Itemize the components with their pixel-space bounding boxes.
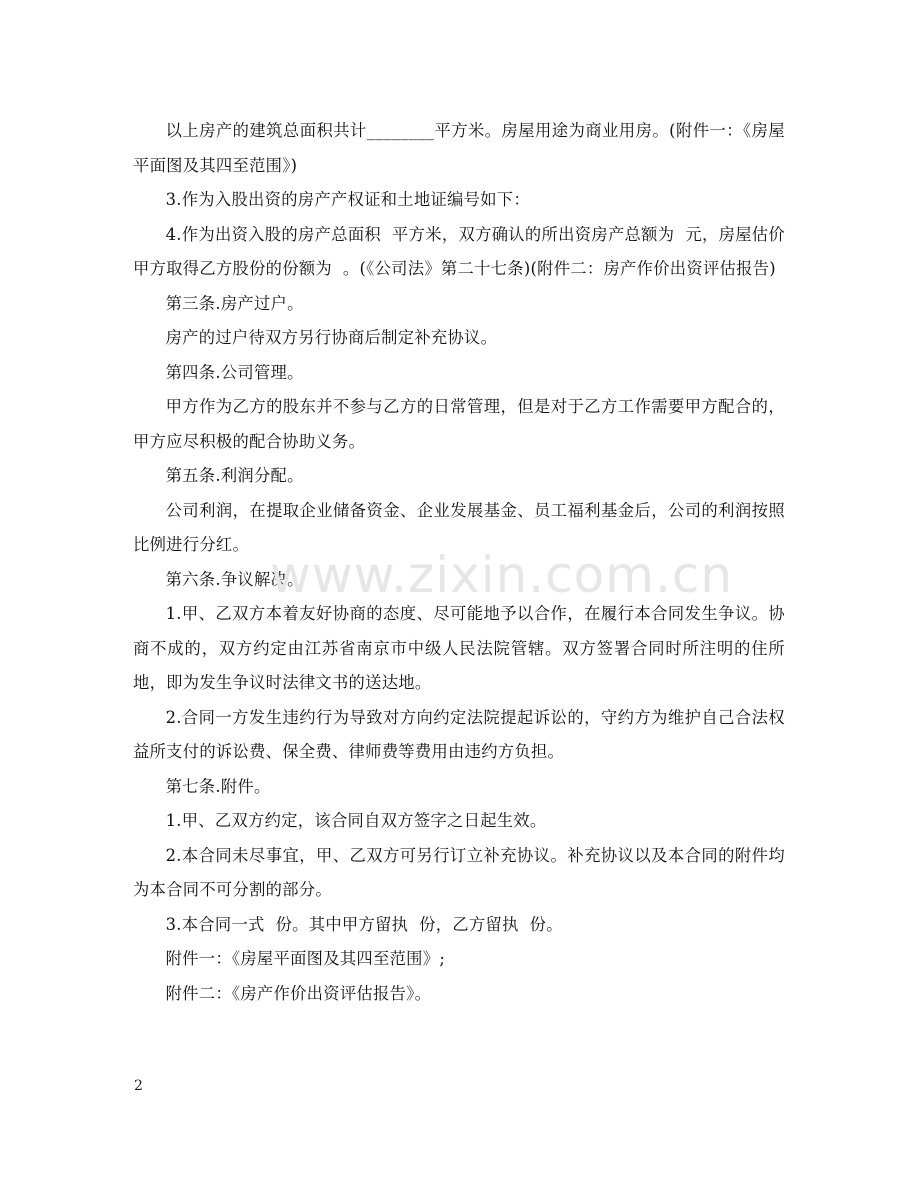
paragraph-contribution-area: 4.作为出资入股的房产总面积 平方米，双方确认的所出资房产总额为 元，房屋估价甲方取得乙方股份的份额为 。(《公司法》第二十七条)(附件二：房产作价出资评估报告) <box>133 224 785 278</box>
article-4-heading: 第四条.公司管理。 <box>165 362 304 382</box>
paragraph-profit: 公司利润，在提取企业储备资金、企业发展基金、员工福利基金后，公司的利润按照 比例进行分红。 <box>133 500 796 554</box>
paragraph-dispute-1: 1.甲、乙双方本着友好协商的态度、尽可能地予以合作，在履行本合同发生争议。协商不成的，双方约定由江苏省南京市中级人民法院管辖。双方签署合同时所注明的住所地，即为发生争议时法律文书的送达地。 <box>133 604 785 692</box>
article-6-heading: 第六条.争议解决。 <box>165 569 304 589</box>
attachment-2-line: 附件二：《房产作价出资评估报告》。 <box>165 983 432 1003</box>
page-number: 2 <box>134 1078 143 1094</box>
paragraph-annex-2: 2.本合同未尽事宜，甲、乙双方可另行订立补充协议。补充协议以及本合同的附件均为本合同不可分割的部分。 <box>133 845 785 899</box>
paragraph-management: 甲方作为乙方的股东并不参与乙方的日常管理，但是对于乙方工作需要甲方配合的，甲方应尽积极的配合协助义务。 <box>133 397 785 451</box>
article-7-heading: 第七条.附件。 <box>165 776 271 796</box>
paragraph-dispute-2: 2.合同一方发生违约行为导致对方向约定法院提起诉讼的，守约方为维护自己合法权益所支付的诉讼费、保全费、律师费等费用由违约方负担。 <box>133 707 785 761</box>
document-body <box>133 114 796 1011</box>
paragraph-transfer: 房产的过户待双方另行协商后制定补充协议。 <box>165 328 498 347</box>
article-3-heading: 第三条.房产过户。 <box>165 293 304 313</box>
paragraph-annex-1: 1.甲、乙双方约定，该合同自双方签字之日起生效。 <box>165 811 547 830</box>
article-5-heading: 第五条.利润分配。 <box>165 466 304 485</box>
attachment-1-line: 附件一：《房屋平面图及其四至范围》; <box>165 949 446 968</box>
paragraph-certificate-numbers: 3.作为入股出资的房产产权证和土地证编号如下： <box>165 190 530 209</box>
paragraph-annex-3: 3.本合同一式 份。其中甲方留执 份，乙方留执 份。 <box>165 914 563 934</box>
watermark-text: www.zixin.com.cn <box>270 546 734 604</box>
paragraph-building-area: 以上房产的建筑总面积共计________平方米。房屋用途为商业用房。(附件一：《房屋平面图及其四至范围》) <box>133 121 785 175</box>
